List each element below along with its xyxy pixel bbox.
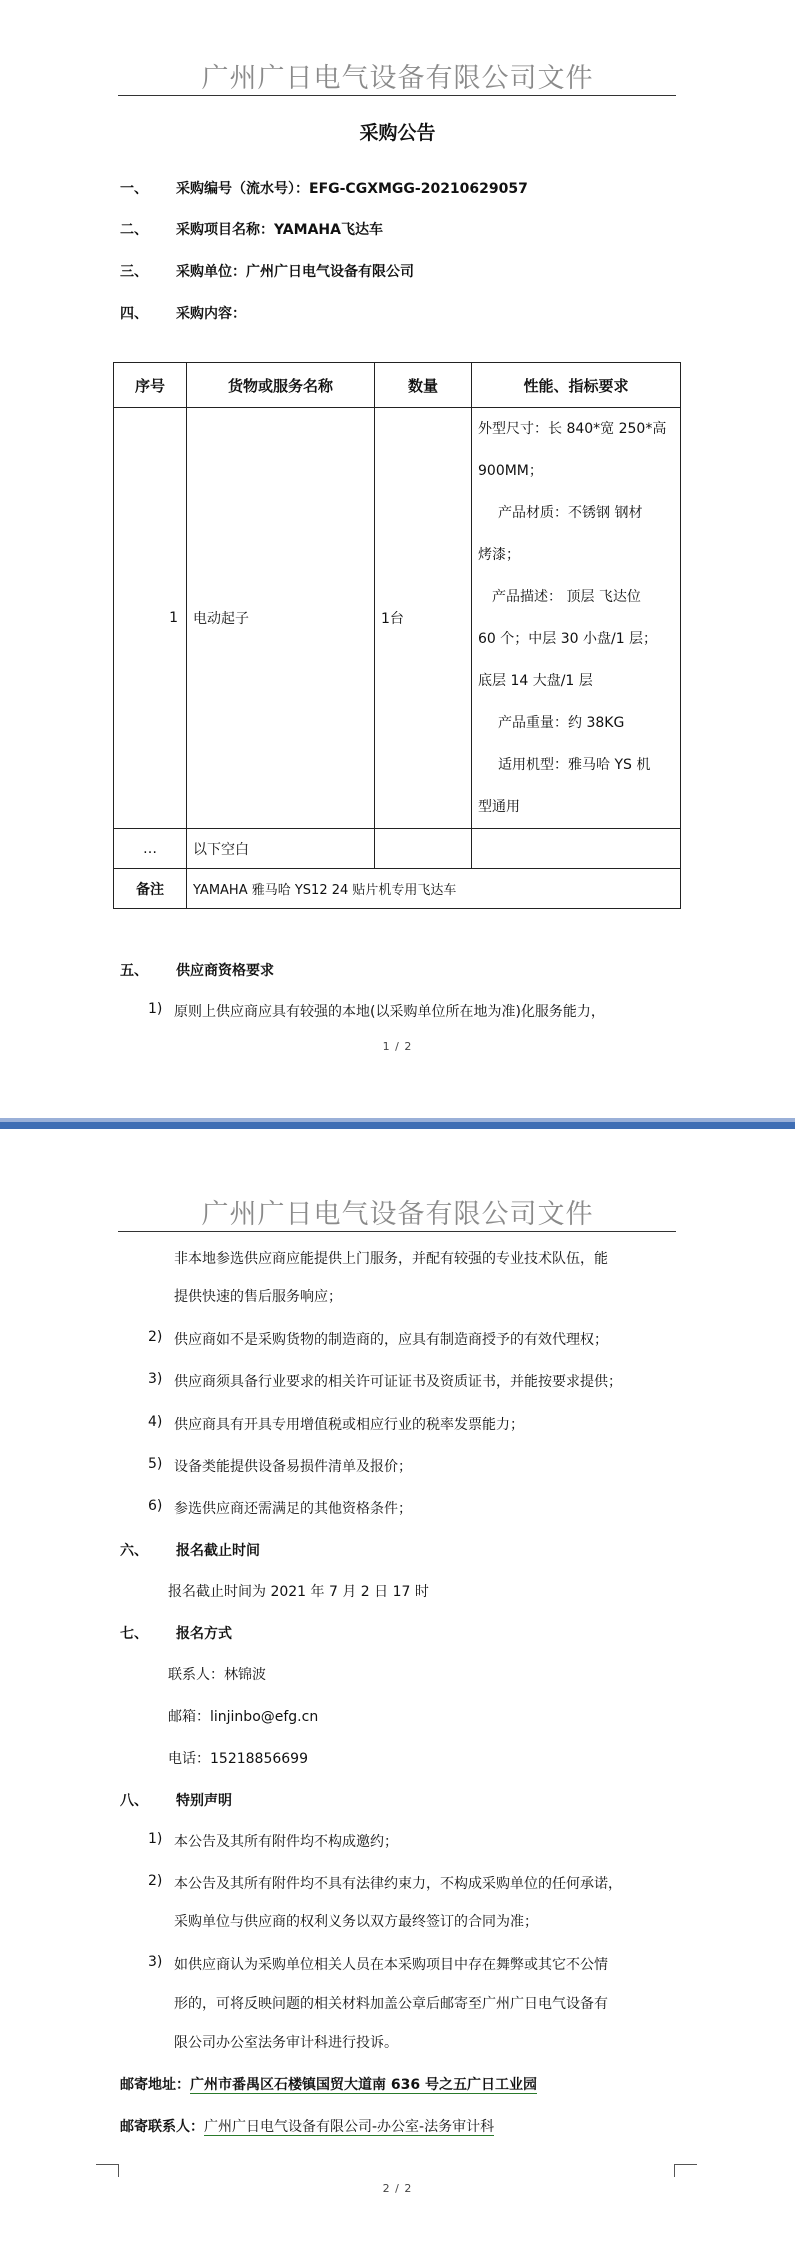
- deadline-text: 报名截止时间为 2021 年 7 月 2 日 17 时: [168, 1584, 429, 1600]
- notice-2-line-2: 采购单位与供应商的权利义务以双方最终签订的合同为准；: [174, 1914, 538, 1930]
- notice-3-line-2: 形的，可将反映问题的相关材料加盖公章后邮寄至广州广日电气设备有: [174, 1996, 608, 2012]
- document-page-2: 广州广日电气设备有限公司文件 非本地参选供应商应能提供上门服务，并配有较强的专业技术队伍，能 提供快速的售后服务响应； 2) 供应商如不是采购货物的制造商的，应具有制造商授予的有效代理权； 3) 供应商须具备行业要求的相关许可证证书及资质证书，并能按要求提供； 4) 供应商具有开具专用增值税或相应行业的税率发票能力； 5) 设备类能提供设备易损件清单及报价； 6) 参选供应商还需满足的其他资格条件； 六、 报名截止时间 报名截止时间为 2021 年 7 月 2 日 17 时 七、 报名方式 联系人：林锦波 邮箱：linjinbo@efg.cn 电话：15218856699 八、 特别声明 1) 本公告及其所有附件均不构成邀约； 2) 本公告及其所有附件均不具有法律约束力，不构成采购单位的任何承诺， 采购单位与供应商的权利义务以双方最终签订的合同为准； 3) 如供应商认为采购单位相关人员在本采购项目中存在舞弊或其它不公情 形的，可将反映问题的相关材料加盖公章后邮寄至广州广日电气设备有 限公司办公室法务审计科进行投诉。 邮寄地址：广州市番禺区石楼镇国贸大道南 636 号之五广日工业园 邮寄联系人：广州广日电气设备有限公司-办公室-法务审计科 2 / 2: [0, 1136, 795, 2259]
- table-remark-row: [114, 869, 681, 909]
- cell-name: 以下空白: [187, 829, 375, 869]
- procurement-table: [113, 362, 681, 909]
- remark-label: 备注: [114, 869, 187, 909]
- mail-contact: 邮寄联系人：广州广日电气设备有限公司-办公室-法务审计科: [120, 2119, 495, 2135]
- page-number: 2 / 2: [382, 2182, 413, 2195]
- page-number: 1 / 2: [382, 1040, 413, 1053]
- page-title: 采购公告: [359, 122, 436, 144]
- cell-spec: 外型尺寸：长 840*宽 250*高 900MM； 产品材质：不锈钢 钢材 烤漆； 产品描述： 顶层 飞达位 60 个；中层 30 小盘/1 层； 底层 14 大盘/1 层 产品重量：约 38KG 适用机型：雅马哈 YS 机 型通用: [472, 408, 681, 829]
- cell-spec: [472, 829, 681, 869]
- contact-phone: 电话：15218856699: [168, 1751, 308, 1767]
- page-corner-mark: [674, 2164, 697, 2177]
- header-name: 货物或服务名称: [187, 363, 375, 408]
- contact-email: 邮箱：linjinbo@efg.cn: [168, 1709, 319, 1725]
- contact-person: 联系人：林锦波: [168, 1667, 266, 1683]
- table-header-row: [114, 363, 681, 408]
- cell-qty: 1台: [375, 408, 472, 829]
- header-rule: [118, 95, 676, 96]
- requirement-1-continued: 提供快速的售后服务响应；: [174, 1289, 342, 1305]
- page-corner-mark: [96, 2164, 119, 2177]
- document-header: 广州广日电气设备有限公司文件: [201, 63, 594, 94]
- page-separator: [0, 1118, 795, 1136]
- cell-name: 电动起子: [187, 408, 375, 829]
- notice-3-line-3: 限公司办公室法务审计科进行投诉。: [174, 2035, 398, 2051]
- header-qty: 数量: [375, 363, 472, 408]
- cell-qty: [375, 829, 472, 869]
- header-rule: [118, 1231, 676, 1232]
- requirement-1-continued: 非本地参选供应商应能提供上门服务，并配有较强的专业技术队伍，能: [174, 1251, 608, 1267]
- table-row: [114, 408, 681, 829]
- document-page-1: 广州广日电气设备有限公司文件 采购公告 一、 采购编号（流水号）：EFG-CGXMGG-20210629057 二、 采购项目名称：YAMAHA飞达车 三、 采购单位：广州广日电气设备有限公司 四、 采购内容： 序号 货物或服务名称 数量 性能、指标要求 1 电动起子 1台 外型尺寸：长 840*宽 250*高 900MM； 产品材质：不锈钢 钢材 烤漆； 产品描述： 顶层 飞达位 60 个；中层 30 小盘/1 层； 底层 14 大盘/1 层 产品重量：约 38KG 适用机型：雅马哈 YS 机 型通用 … 以下空白 备注 YAMAHA 雅马哈 YS12 24 贴片机专用飞达车 五、 供应商资格要求 1) 原则上供应商应具有较强的本地(以采购单位所在地为准)化服务能力， 1 / 2: [0, 0, 795, 1118]
- header-no: 序号: [114, 363, 187, 408]
- mail-address: 邮寄地址：广州市番禺区石楼镇国贸大道南 636 号之五广日工业园: [120, 2077, 537, 2093]
- table-row: [114, 829, 681, 869]
- document-header: 广州广日电气设备有限公司文件: [201, 1199, 594, 1230]
- header-spec: 性能、指标要求: [472, 363, 681, 408]
- cell-no: …: [114, 829, 187, 869]
- remark-text: YAMAHA 雅马哈 YS12 24 贴片机专用飞达车: [187, 869, 681, 909]
- cell-no: 1: [114, 408, 187, 829]
